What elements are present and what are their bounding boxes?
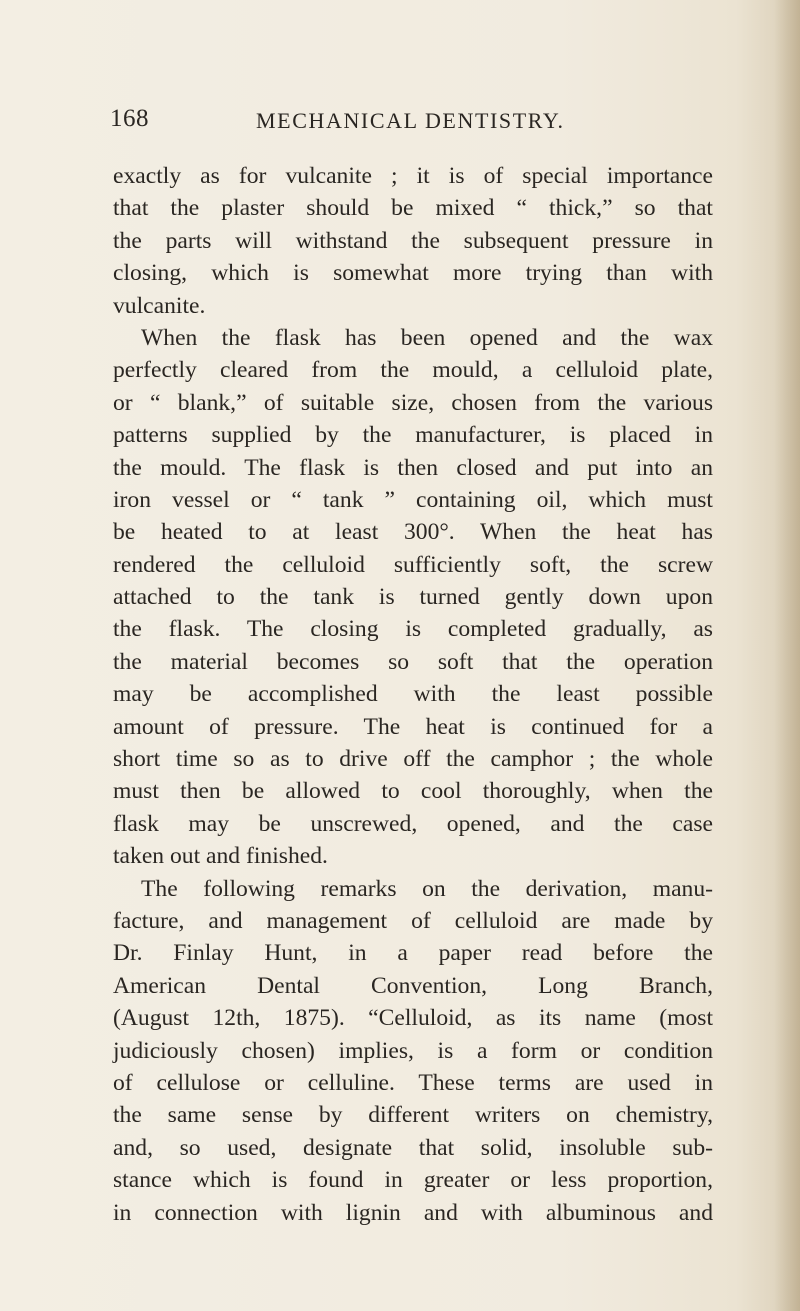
text-line: (August 12th, 1875). “Celluloid, as its name (most	[113, 1005, 713, 1032]
text-line: facture, and management of celluloid are made by	[113, 907, 713, 934]
text-line: patterns supplied by the manufacturer, is placed in	[113, 422, 713, 449]
text-line: attached to the tank is turned gently down upon	[113, 584, 713, 611]
text-line: amount of pressure. The heat is continued for a	[113, 713, 713, 740]
page-edge-shadow	[774, 0, 800, 1311]
text-line: may be accomplished with the least possible	[113, 681, 713, 708]
text-line: closing, which is somewhat more trying than with	[113, 260, 713, 287]
text-line: American Dental Convention, Long Branch,	[113, 972, 713, 999]
page-number: 168	[110, 105, 149, 132]
text-line: the parts will withstand the subsequent pressure in	[113, 227, 713, 254]
text-line: that the plaster should be mixed “ thick,” so that	[113, 195, 713, 222]
text-line: perfectly cleared from the mould, a celluloid plate,	[113, 357, 713, 384]
text-line: The following remarks on the derivation, manu-	[141, 875, 713, 902]
text-line: Dr. Finlay Hunt, in a paper read before the	[113, 940, 713, 967]
text-line: stance which is found in greater or less proportion,	[113, 1167, 713, 1194]
text-line: rendered the celluloid sufficiently soft, the screw	[113, 551, 713, 578]
text-line: short time so as to drive off the camphor ; the whole	[113, 746, 713, 773]
text-line: be heated to at least 300°. When the heat has	[113, 519, 713, 546]
text-line: the same sense by different writers on chemistry,	[113, 1102, 713, 1129]
text-line: the mould. The flask is then closed and put into an	[113, 454, 713, 481]
text-line: taken out and finished.	[113, 843, 328, 870]
text-line: iron vessel or “ tank ” containing oil, which must	[113, 486, 713, 513]
text-line: the flask. The closing is completed gradually, as	[113, 616, 713, 643]
body-text	[113, 160, 713, 1229]
text-line: the material becomes so soft that the operation	[113, 648, 713, 675]
text-line: must then be allowed to cool thoroughly, when the	[113, 778, 713, 805]
text-line: and, so used, designate that solid, insoluble sub-	[113, 1134, 713, 1161]
running-title: MECHANICAL DENTISTRY.	[256, 108, 565, 133]
text-line: vulcanite.	[113, 292, 206, 319]
text-line: exactly as for vulcanite ; it is of special importance	[113, 163, 713, 189]
text-line: or “ blank,” of suitable size, chosen from the various	[113, 389, 713, 416]
text-line: flask may be unscrewed, opened, and the case	[113, 810, 713, 837]
text-line: of cellulose or celluline. These terms are used in	[113, 1069, 713, 1096]
text-line: When the flask has been opened and the wax	[141, 324, 713, 351]
text-line: judiciously chosen) implies, is a form or condition	[113, 1037, 713, 1064]
text-line: in connection with lignin and with albuminous and	[113, 1199, 713, 1226]
running-head	[0, 105, 800, 137]
